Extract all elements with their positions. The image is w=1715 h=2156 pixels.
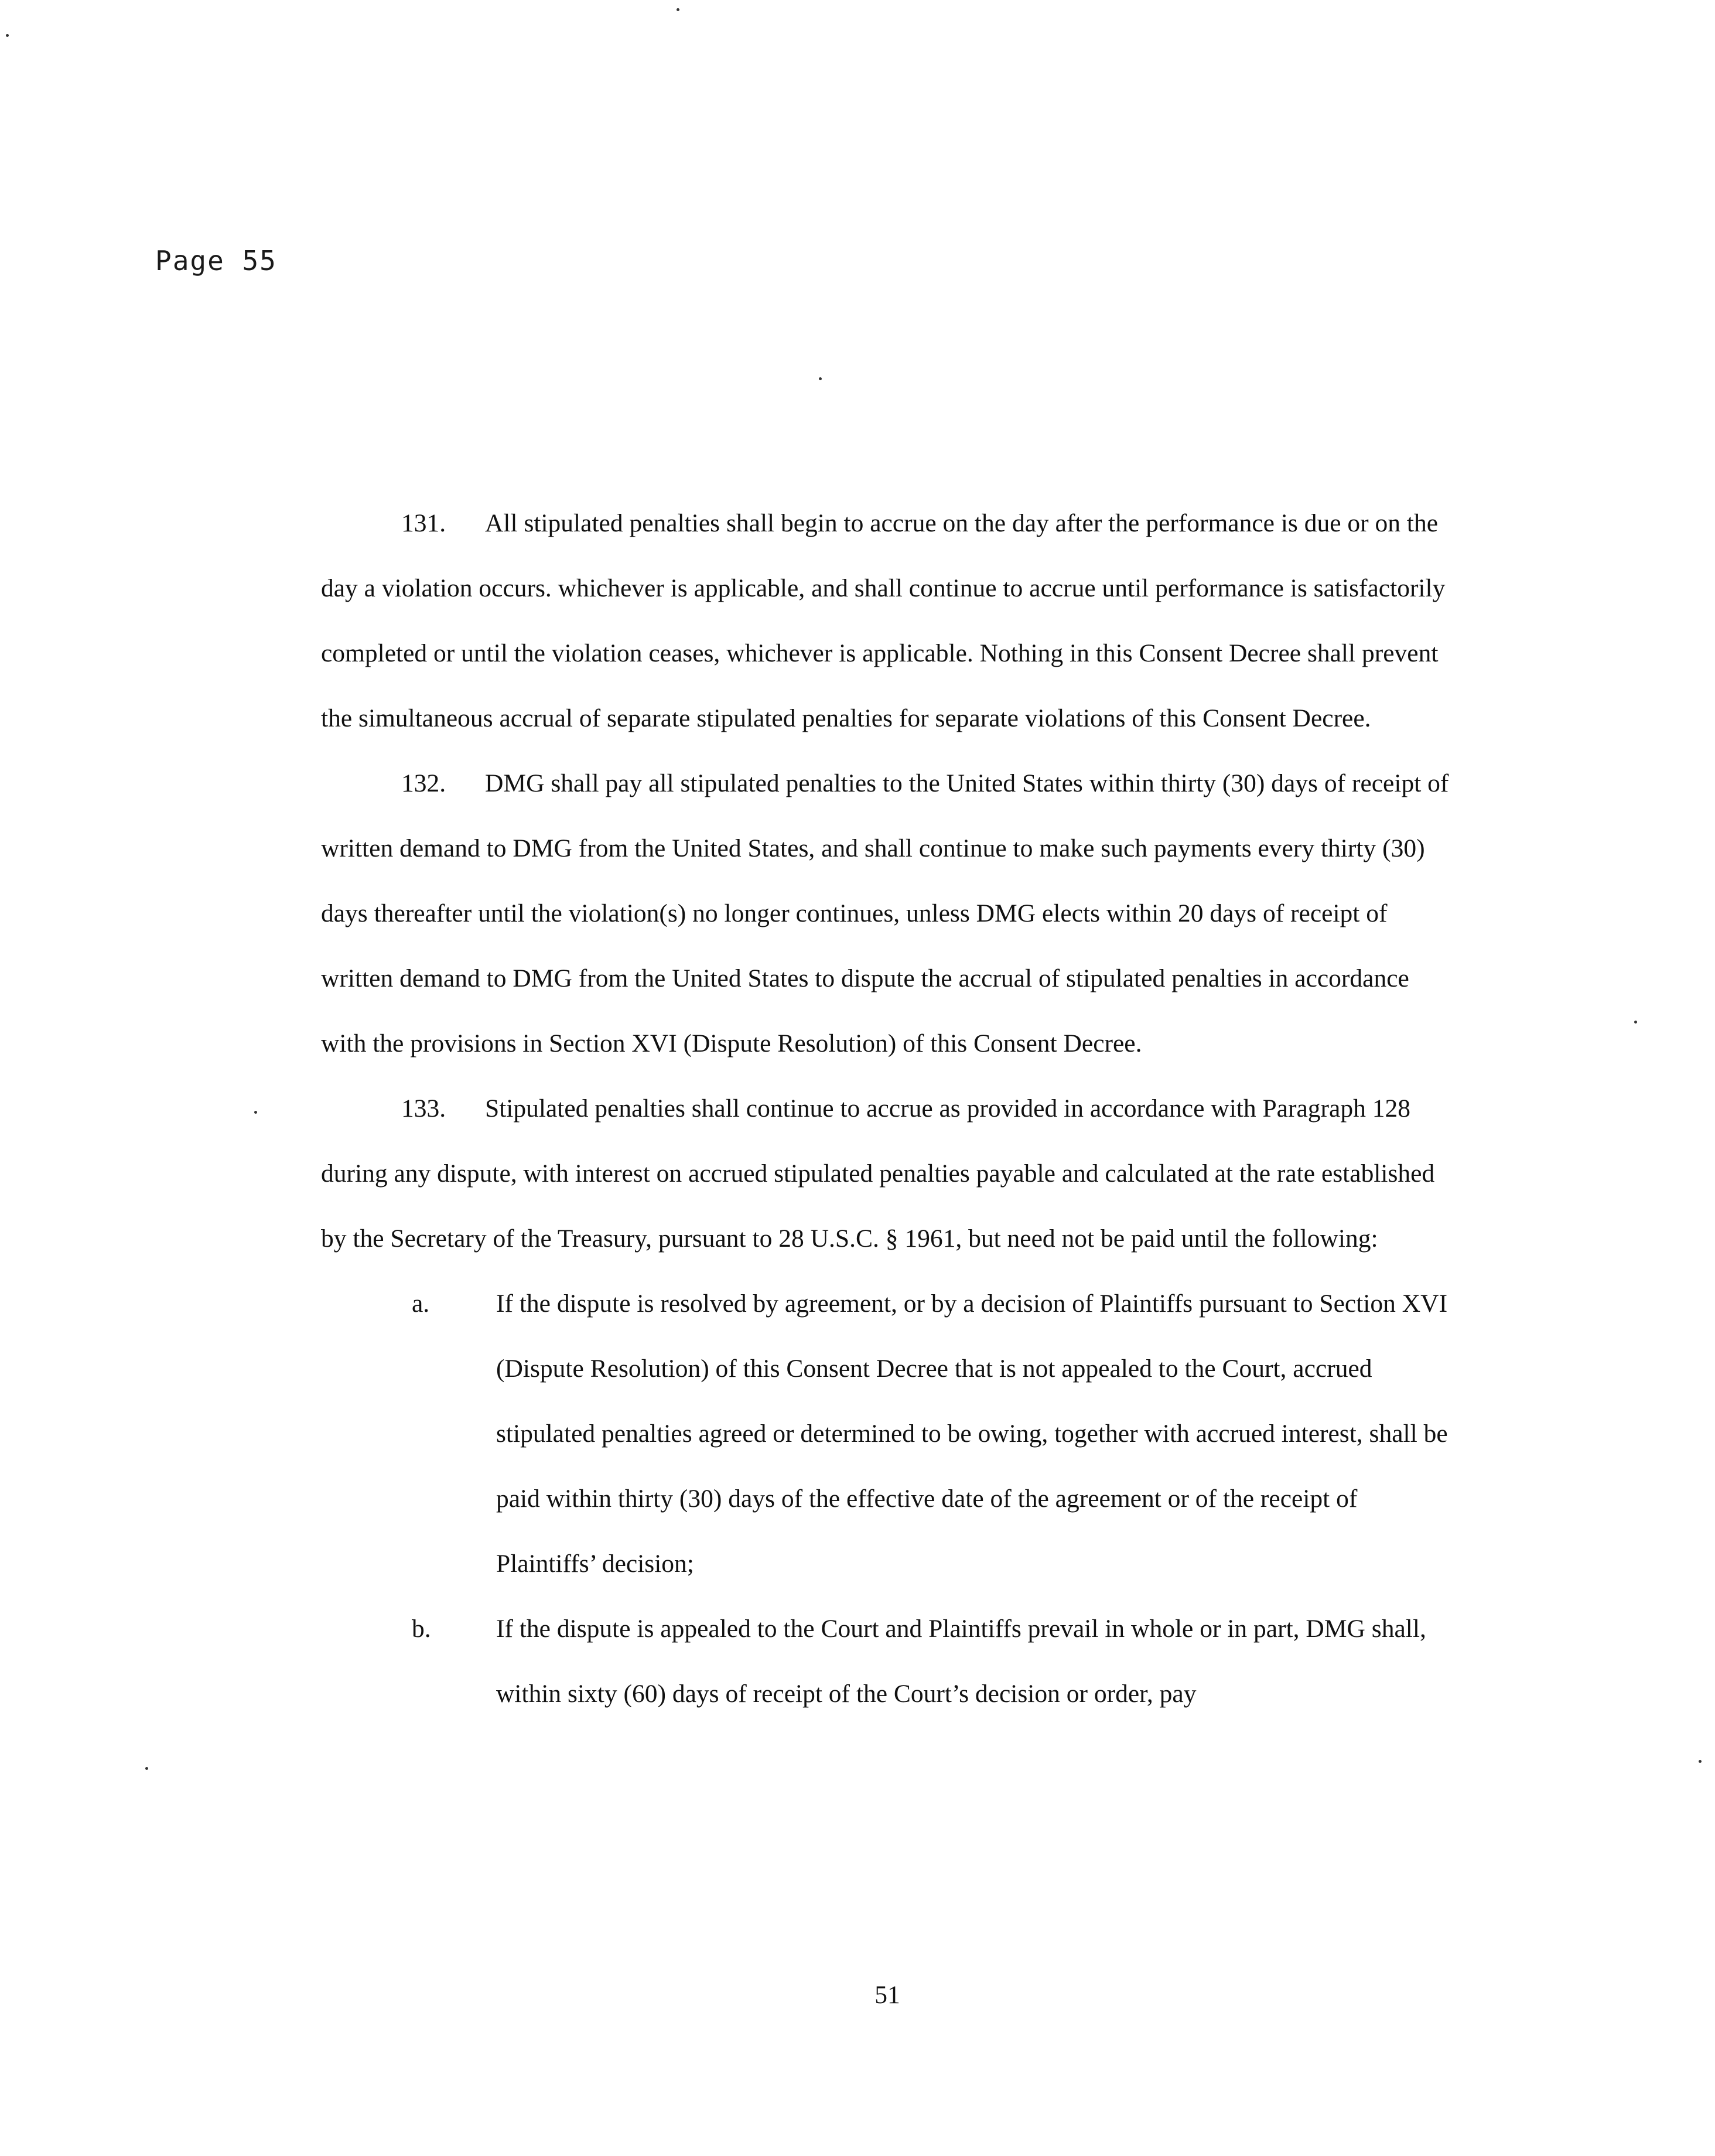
paragraph-text: Stipulated penalties shall continue to accrue as provided in accordance with Paragraph 128 during any dispute, with interest on accrued stipulated penalties payable and calculated at the rate established by the Secretary of the Treasury, pursuant to 28 U.S.C. § 1961, but need not be paid until the following: <box>321 1094 1435 1253</box>
sub-item-label: a. <box>412 1289 430 1318</box>
paragraph-number: 132. <box>401 769 446 797</box>
paragraph-text: All stipulated penalties shall begin to accrue on the day after the performance is due or on the day a violation occurs. whichever is applicable, and shall continue to accrue until performance is satisfactorily completed or until the violation ceases, whichever is applicable. Nothing in this Consent Decree shall prevent the simultaneous accrual of separate stipulated penalties for separate violations of this Consent Decree. <box>321 509 1446 732</box>
paragraph-text: DMG shall pay all stipulated penalties to the United States within thirty (30) days of receipt of written demand to DMG from the United States, and shall continue to make such payments every thirty (30) days thereafter until the violation(s) no longer continues, unless DMG elects within 20 days of receipt of written demand to DMG from the United States to dispute the accrual of stipulated penalties in accordance with the provisions in Section XVI (Dispute Resolution) of this Consent Decree. <box>321 769 1449 1057</box>
sub-item-text: If the dispute is resolved by agreement, or by a decision of Plaintiffs pursuant to Section XVI (Dispute Resolution) of this Consent Decree that is not appealed to the Court, accrued stipulated penalties agreed or determined to be owing, together with accrued interest, shall be paid within thirty (30) days of the effective date of the agreement or of the receipt of Plaintiffs’ decision; <box>496 1289 1448 1578</box>
page-number: 51 <box>874 1981 900 2009</box>
scan-speck <box>1634 1021 1637 1024</box>
sub-item-label: b. <box>412 1615 431 1643</box>
paragraph-132 <box>321 751 1451 1076</box>
page-header-label: Page 55 <box>155 245 277 277</box>
paragraph-133 <box>321 1076 1451 1271</box>
paragraph-number: 131. <box>401 509 446 537</box>
sub-item-b <box>321 1596 1451 1727</box>
scan-speck <box>1699 1760 1702 1763</box>
document-body <box>321 491 1451 1727</box>
scan-speck <box>145 1767 148 1770</box>
scan-speck <box>6 34 9 37</box>
sub-item-a <box>321 1271 1451 1596</box>
sub-item-text: If the dispute is appealed to the Court and Plaintiffs prevail in whole or in part, DMG shall, within sixty (60) days of receipt of the Court’s decision or order, pay <box>496 1615 1426 1708</box>
scan-speck <box>819 377 822 380</box>
scan-speck <box>254 1111 257 1114</box>
paragraph-number: 133. <box>401 1094 446 1123</box>
paragraph-131 <box>321 491 1451 751</box>
scan-speck <box>677 8 679 11</box>
